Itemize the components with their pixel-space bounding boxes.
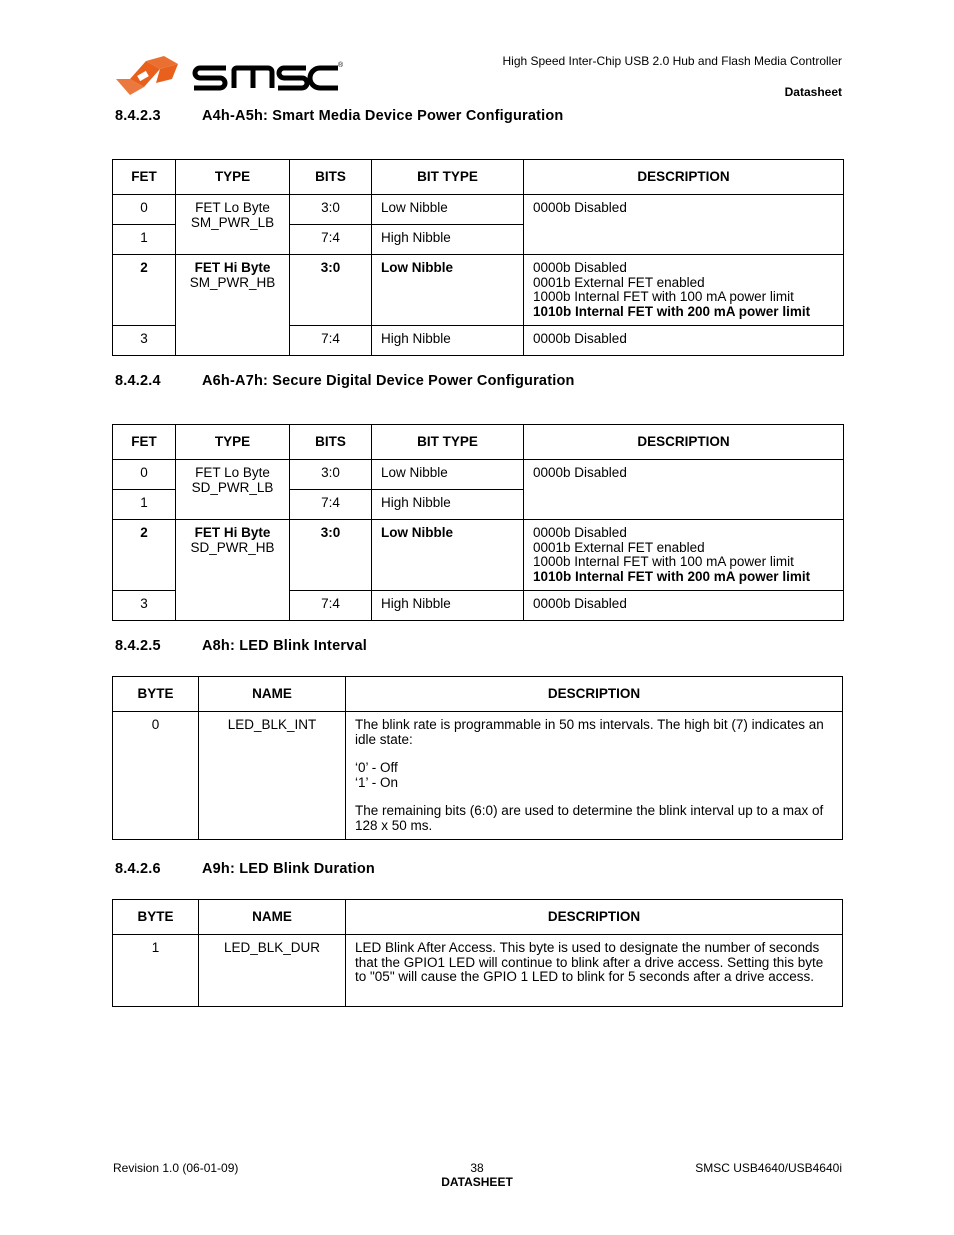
document-type: Datasheet bbox=[784, 85, 842, 99]
bit-type-cell: High Nibble bbox=[372, 326, 524, 356]
bit-type-cell: Low Nibble bbox=[372, 460, 524, 490]
bits-cell: 3:0 bbox=[290, 460, 372, 490]
fet-cell: 2 bbox=[113, 255, 176, 326]
col-header-bit-type: BIT TYPE bbox=[372, 425, 524, 460]
description-cell: The blink rate is programmable in 50 ms intervals. The high bit (7) indicates an idle state: ‘0’ - Off ‘1’ - On The remaining bits (6:0) are used to determine the blink interval up to a max of 128 x 50 ms. bbox=[346, 712, 843, 840]
section-title: A4h-A5h: Smart Media Device Power Configuration bbox=[202, 108, 564, 124]
document-title: High Speed Inter-Chip USB 2.0 Hub and Flash Media Controller bbox=[502, 54, 842, 68]
footer-revision: Revision 1.0 (06-01-09) bbox=[113, 1161, 239, 1175]
description-cell: 0000b Disabled bbox=[524, 591, 844, 621]
fet-cell: 3 bbox=[113, 326, 176, 356]
table-row bbox=[113, 195, 844, 225]
bit-type-cell: High Nibble bbox=[372, 225, 524, 255]
sd-power-config-table bbox=[112, 424, 844, 621]
bits-cell: 3:0 bbox=[290, 520, 372, 591]
table-row bbox=[113, 935, 843, 1007]
table-header-row bbox=[113, 900, 843, 935]
bit-type-cell: Low Nibble bbox=[372, 520, 524, 591]
fet-cell: 3 bbox=[113, 591, 176, 621]
bits-cell: 7:4 bbox=[290, 225, 372, 255]
bits-cell: 7:4 bbox=[290, 326, 372, 356]
page-number: 38 bbox=[470, 1161, 484, 1175]
description-cell: LED Blink After Access. This byte is used to designate the number of seconds that the GPIO1 LED will continue to blink after a drive access. Setting this byte to "05" will cause the GPIO 1 LED to blink for 5 seconds after a drive access. bbox=[346, 935, 843, 1007]
description-cell: 0000b Disabled bbox=[524, 460, 844, 520]
byte-cell: 1 bbox=[113, 935, 199, 1007]
description-cell: 0000b Disabled bbox=[524, 195, 844, 255]
table-row bbox=[113, 460, 844, 490]
type-cell: FET Hi Byte SM_PWR_HB bbox=[176, 255, 290, 356]
col-header-fet: FET bbox=[113, 425, 176, 460]
type-cell: FET Lo Byte SM_PWR_LB bbox=[176, 195, 290, 255]
col-header-description: DESCRIPTION bbox=[346, 677, 843, 712]
section-number: 8.4.2.5 bbox=[115, 638, 161, 654]
section-number: 8.4.2.4 bbox=[115, 373, 161, 389]
col-header-name: NAME bbox=[199, 677, 346, 712]
fet-cell: 2 bbox=[113, 520, 176, 591]
type-cell: FET Hi Byte SD_PWR_HB bbox=[176, 520, 290, 621]
col-header-description: DESCRIPTION bbox=[524, 160, 844, 195]
col-header-type: TYPE bbox=[176, 160, 290, 195]
col-header-description: DESCRIPTION bbox=[346, 900, 843, 935]
col-header-description: DESCRIPTION bbox=[524, 425, 844, 460]
smsc-logo-wordmark bbox=[194, 68, 338, 88]
section-title: A9h: LED Blink Duration bbox=[202, 861, 375, 877]
svg-text:®: ® bbox=[338, 62, 344, 69]
bits-cell: 3:0 bbox=[290, 195, 372, 225]
type-cell: FET Lo Byte SD_PWR_LB bbox=[176, 460, 290, 520]
bits-cell: 7:4 bbox=[290, 591, 372, 621]
smsc-logo bbox=[116, 55, 346, 95]
col-header-fet: FET bbox=[113, 160, 176, 195]
name-cell: LED_BLK_INT bbox=[199, 712, 346, 840]
section-number: 8.4.2.3 bbox=[115, 108, 161, 124]
bit-type-cell: High Nibble bbox=[372, 591, 524, 621]
col-header-bits: BITS bbox=[290, 425, 372, 460]
led-blink-interval-table bbox=[112, 676, 843, 840]
col-header-name: NAME bbox=[199, 900, 346, 935]
col-header-byte: BYTE bbox=[113, 900, 199, 935]
bits-cell: 3:0 bbox=[290, 255, 372, 326]
fet-cell: 0 bbox=[113, 460, 176, 490]
smsc-logo-mark-icon bbox=[116, 56, 178, 95]
section-heading-8-4-2-3 bbox=[115, 108, 564, 124]
name-cell: LED_BLK_DUR bbox=[199, 935, 346, 1007]
table-header-row bbox=[113, 160, 844, 195]
section-heading-8-4-2-6 bbox=[115, 861, 375, 877]
bit-type-cell: Low Nibble bbox=[372, 255, 524, 326]
description-cell: 0000b Disabled 0001b External FET enabled 1000b Internal FET with 100 mA power limit 1010b Internal FET with 200 mA power limit bbox=[524, 255, 844, 326]
col-header-byte: BYTE bbox=[113, 677, 199, 712]
section-title: A6h-A7h: Secure Digital Device Power Configuration bbox=[202, 373, 575, 389]
table-row bbox=[113, 520, 844, 591]
bits-cell: 7:4 bbox=[290, 490, 372, 520]
description-cell: 0000b Disabled bbox=[524, 326, 844, 356]
table-header-row bbox=[113, 677, 843, 712]
description-cell: 0000b Disabled 0001b External FET enabled 1000b Internal FET with 100 mA power limit 1010b Internal FET with 200 mA power limit bbox=[524, 520, 844, 591]
footer-product: SMSC USB4640/USB4640i bbox=[695, 1161, 842, 1175]
footer-label: DATASHEET bbox=[441, 1175, 513, 1189]
bit-type-cell: Low Nibble bbox=[372, 195, 524, 225]
bit-type-cell: High Nibble bbox=[372, 490, 524, 520]
section-heading-8-4-2-5 bbox=[115, 638, 367, 654]
table-row bbox=[113, 712, 843, 840]
fet-cell: 1 bbox=[113, 490, 176, 520]
col-header-bit-type: BIT TYPE bbox=[372, 160, 524, 195]
table-header-row bbox=[113, 425, 844, 460]
section-heading-8-4-2-4 bbox=[115, 373, 575, 389]
col-header-bits: BITS bbox=[290, 160, 372, 195]
fet-cell: 1 bbox=[113, 225, 176, 255]
section-number: 8.4.2.6 bbox=[115, 861, 161, 877]
led-blink-duration-table bbox=[112, 899, 843, 1007]
byte-cell: 0 bbox=[113, 712, 199, 840]
fet-cell: 0 bbox=[113, 195, 176, 225]
sm-power-config-table bbox=[112, 159, 844, 356]
section-title: A8h: LED Blink Interval bbox=[202, 638, 367, 654]
table-row bbox=[113, 255, 844, 326]
col-header-type: TYPE bbox=[176, 425, 290, 460]
